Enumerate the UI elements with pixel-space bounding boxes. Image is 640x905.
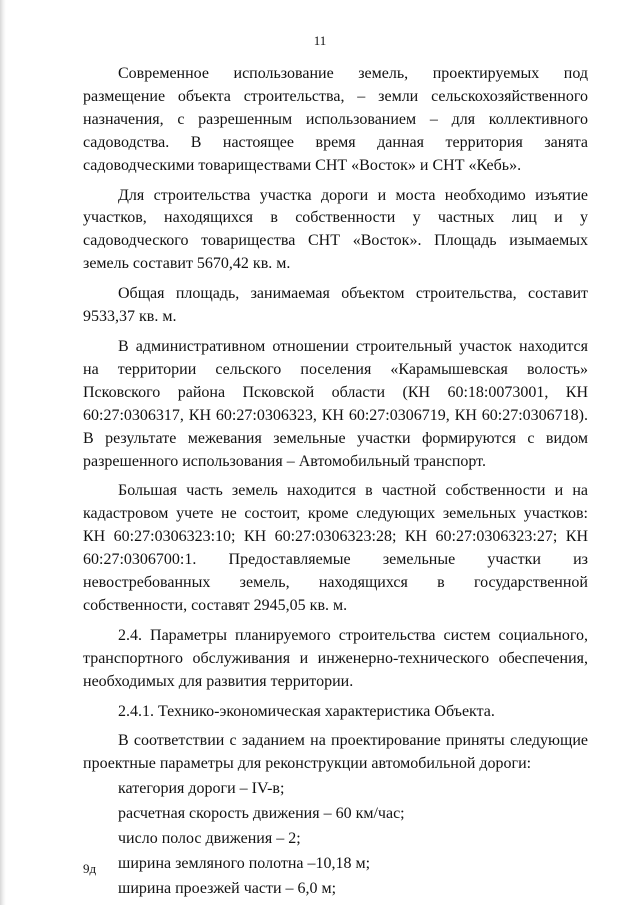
paragraph-administrative-location: В административном отношении строительный участок находится на территории сельского поселения «Карамышевская волость» Псковского района Псковской области (КН 60:18:0073001, КН 60:27:0306317, КН 60:27:0306323, КН 60:27:0306719, КН 60:27:0306718). В результате межевания земельные участки формируются с видом разрешенного использования – Автомобильный транспорт.	[83, 337, 588, 470]
paragraph-total-area: Общая площадь, занимаемая объектом строительства, составит 9533,37 кв. м.	[83, 285, 588, 326]
paragraph-land-seizure: Для строительства участка дороги и моста необходимо изъятие участков, находящихся в собственности у частных лиц и у садоводческого товарищества СНТ «Восток». Площадь изымаемых земель составит 5670,42 кв. м.	[83, 186, 588, 273]
parameter-item: ширина проезжей части – 6,0 м;	[118, 879, 337, 897]
parameter-item: расчетная скорость движения – 60 км/час;	[118, 805, 405, 823]
scan-edge	[0, 0, 6, 905]
document-body	[83, 63, 588, 901]
section-heading-2-4-1: 2.4.1. Технико-экономическая характеристика Объекта.	[118, 702, 495, 720]
parameter-item: ширина земляного полотна –10,18 м;	[118, 855, 371, 872]
paragraph-land-ownership: Большая часть земель находится в частной собственности и на кадастровом учете не состоит, кроме следующих земельных участков: КН 60:27:0306323:10; КН 60:27:0306323:28; КН 60:27:0306323:27; КН 60:27:0306700:1. Предоставляемые земельные участки из невостребованных земель, находящихся в государственной собственности, составят 2945,05 кв. м.	[83, 482, 588, 614]
section-heading-2-4: 2.4. Параметры планируемого строительства систем социального, транспортного обслуживания и инженерно-технического обеспечения, необходимых для развития территории.	[83, 626, 588, 690]
parameter-item: число полос движения – 2;	[118, 830, 301, 848]
parameter-item: категория дороги – IV-в;	[118, 780, 285, 798]
paragraph-land-use: Современное использование земель, проектируемых под размещение объекта строительства, – земли сельскохозяйственного назначения, с разрешенным использованием – для коллективного садоводства. В настоящее время данная территория занята садоводческими товариществами СНТ «Восток» и СНТ «Кебь».	[83, 65, 588, 174]
page-number: 11	[313, 33, 327, 48]
paragraph-design-parameters-intro: В соответствии с заданием на проектирование приняты следующие проектные параметры для реконструкции автомобильной дороги:	[83, 732, 588, 773]
footer-mark: 9д	[83, 861, 97, 876]
